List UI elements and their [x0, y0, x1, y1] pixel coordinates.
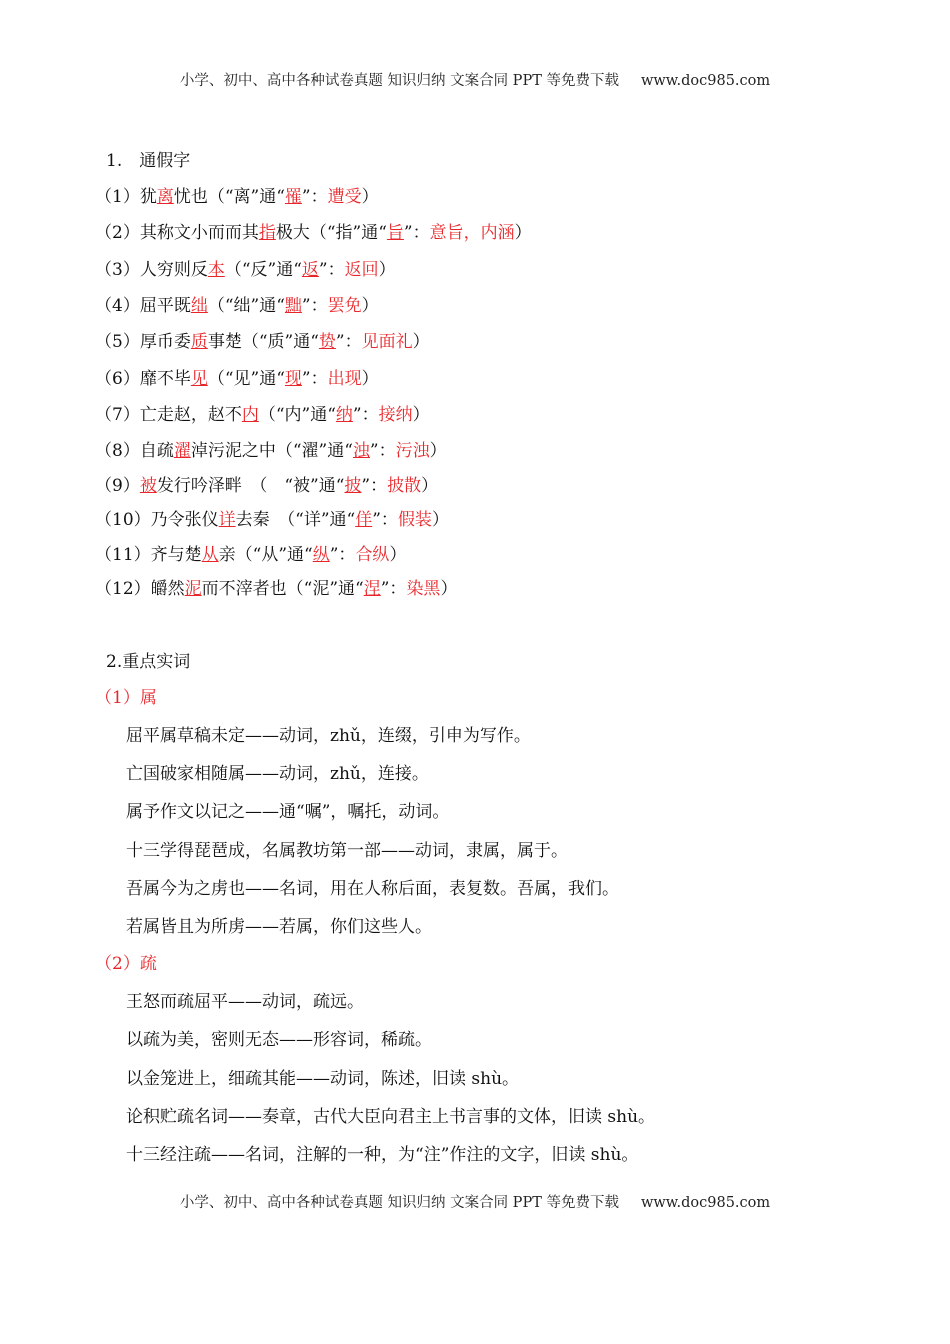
item-after: （“ [224, 260, 251, 280]
item-tong: 佯 [355, 510, 373, 530]
tongjia-item [95, 505, 449, 530]
item-meaning: 罢免 [327, 296, 362, 316]
item-meaning: 披散 [387, 476, 422, 496]
item-meaning: 污浊 [395, 441, 430, 461]
item-after: （“ [207, 369, 234, 389]
item-after: （“ [207, 296, 234, 316]
item-end: ） [389, 545, 407, 565]
page-footer [0, 1191, 950, 1212]
item-colon: ”： [329, 545, 356, 565]
item-before: 齐与楚 [150, 545, 202, 565]
item-end: ） [514, 223, 532, 243]
item-before: 靡不毕 [139, 369, 191, 389]
example-line: 十三学得琵琶成，名属教坊第一部——动词，隶属，属于。 [126, 840, 568, 861]
item-orig: 离 [233, 187, 251, 207]
item-colon: ”： [380, 579, 407, 599]
item-end: ） [421, 476, 439, 496]
item-mid: ”通“ [320, 510, 356, 530]
item-num: （5） [95, 332, 140, 352]
item-orig: 反 [250, 260, 268, 280]
item-mid: ”通“ [310, 476, 345, 496]
item-after: 极大（“ [275, 223, 336, 243]
item-meaning: 接纳 [378, 405, 413, 425]
item-colon: ”： [335, 332, 362, 352]
item-tong: 现 [284, 369, 302, 389]
footer-site-link[interactable]: www.doc985.com [640, 1195, 771, 1211]
item-before: 皭然 [150, 579, 185, 599]
item-orig: 从 [261, 545, 279, 565]
item-meaning: 返回 [344, 260, 379, 280]
item-key: 离 [156, 187, 174, 207]
item-num: （11） [95, 545, 151, 565]
item-end: ） [378, 260, 396, 280]
item-key: 绌 [190, 296, 208, 316]
item-mid: ”通“ [329, 579, 364, 599]
item-num: （3） [95, 260, 140, 280]
item-num: （8） [95, 441, 140, 461]
item-mid: ”通“ [284, 332, 319, 352]
header-site-link[interactable]: www.doc985.com [640, 73, 771, 89]
item-colon: ”： [301, 369, 328, 389]
tongjia-item [95, 218, 532, 243]
item-after: 亲（“ [218, 545, 262, 565]
item-colon: ”： [301, 187, 328, 207]
section-2-title: 2.重点实词 [106, 652, 191, 672]
item-num: （10） [95, 510, 151, 530]
example-line: 若属皆且为所虏——若属，你们这些人。 [126, 917, 432, 937]
item-key: 质 [190, 332, 208, 352]
item-end: ） [361, 369, 379, 389]
item-colon: ”： [301, 296, 328, 316]
item-mid: ”通“ [250, 369, 285, 389]
item-orig: 见 [233, 369, 251, 389]
item-orig: 内 [284, 405, 302, 425]
item-num: （7） [95, 405, 140, 425]
item-end: ） [431, 510, 449, 530]
item-colon: ”： [369, 441, 396, 461]
item-tong: 黜 [284, 296, 302, 316]
item-orig: 详 [303, 510, 321, 530]
tongjia-item [95, 574, 457, 599]
example-line: 以金笼进上，细疏其能——动词，陈述，旧读 shù。 [126, 1068, 520, 1089]
item-orig: 泥 [312, 579, 330, 599]
item-before: 屈平既 [139, 296, 191, 316]
tongjia-item [95, 540, 406, 565]
item-meaning: 见面礼 [361, 332, 413, 352]
item-meaning: 意旨，内涵 [429, 223, 515, 243]
item-colon: ”： [361, 476, 388, 496]
item-after: 而不滓者也（“ [201, 579, 313, 599]
item-meaning: 染黑 [406, 579, 441, 599]
item-num: （9） [95, 476, 140, 496]
tongjia-item [95, 471, 438, 496]
item-tong: 旨 [386, 223, 404, 243]
item-after: （“ [258, 405, 285, 425]
example-line: 属予作文以记之——通“嘱”，嘱托，动词。 [126, 802, 450, 823]
item-key: 被 [139, 476, 157, 496]
item-before: 人穷则反 [139, 260, 208, 280]
item-before: 其称文小而而其 [139, 223, 259, 243]
item-tong: 纳 [335, 405, 353, 425]
item-before: 犹 [139, 187, 157, 207]
tongjia-item [95, 400, 430, 425]
item-num: （2） [95, 223, 140, 243]
item-orig: 指 [335, 223, 353, 243]
item-mid: ”通“ [250, 187, 285, 207]
item-before: 厚币委 [139, 332, 191, 352]
example-line: 以疏为美，密则无态——形容词，稀疏。 [126, 1030, 432, 1051]
item-end: ） [361, 296, 379, 316]
item-key: 指 [258, 223, 276, 243]
item-colon: ”： [352, 405, 379, 425]
item-tong: 罹 [284, 187, 302, 207]
item-before: 自疏 [139, 441, 174, 461]
item-before: 亡走赵，赵不 [139, 405, 242, 425]
item-colon: ”： [372, 510, 398, 530]
item-meaning: 合纵 [355, 545, 390, 565]
tongjia-item [95, 182, 379, 207]
item-key: 濯 [173, 441, 191, 461]
item-mid: ”通“ [278, 545, 313, 565]
item-num: （12） [95, 579, 151, 599]
example-line: 王怒而疏屈平——动词，疏远。 [126, 992, 364, 1013]
item-key: 从 [201, 545, 219, 565]
item-tong: 浊 [352, 441, 370, 461]
item-after: 事楚（“ [207, 332, 268, 352]
tongjia-item [95, 327, 430, 352]
item-tong: 披 [344, 476, 362, 496]
item-orig: 濯 [301, 441, 319, 461]
page-header [0, 69, 950, 90]
footer-text: 小学、初中、高中各种试卷真题 知识归纳 文案合同 PPT 等免费下载 [179, 1195, 619, 1211]
item-meaning: 遭受 [327, 187, 362, 207]
item-colon: ”： [318, 260, 345, 280]
item-end: ） [361, 187, 379, 207]
tongjia-item [95, 291, 379, 316]
word-heading: （1）属 [95, 688, 157, 708]
section-1-title: 1. 通假字 [106, 151, 191, 171]
item-after: 去秦 （“ [235, 510, 304, 530]
item-key: 详 [218, 510, 236, 530]
tongjia-item [95, 436, 447, 461]
item-orig: 被 [293, 476, 311, 496]
item-orig: 绌 [233, 296, 251, 316]
item-meaning: 出现 [327, 369, 362, 389]
item-after: 发行吟泽畔 （ “ [156, 476, 294, 496]
example-line: 吾属今为之虏也——名词，用在人称后面，表复数。吾属，我们。 [126, 878, 619, 899]
item-num: （4） [95, 296, 140, 316]
item-mid: ”通“ [250, 296, 285, 316]
tongjia-item [95, 255, 396, 280]
item-key: 见 [190, 369, 208, 389]
item-after: 忧也（“ [173, 187, 234, 207]
example-line: 屈平属草稿未定——动词，zhǔ，连缀，引申为写作。 [126, 726, 531, 746]
item-key: 本 [207, 260, 225, 280]
item-end: ） [429, 441, 447, 461]
item-tong: 返 [301, 260, 319, 280]
item-num: （1） [95, 187, 140, 207]
item-orig: 质 [267, 332, 285, 352]
item-tong: 纵 [312, 545, 330, 565]
item-mid: ”通“ [318, 441, 353, 461]
item-key: 内 [241, 405, 259, 425]
item-mid: ”通“ [301, 405, 336, 425]
item-tong: 贽 [318, 332, 336, 352]
item-key: 泥 [184, 579, 202, 599]
item-mid: ”通“ [352, 223, 387, 243]
item-num: （6） [95, 369, 140, 389]
example-line: 十三经注疏——名词，注解的一种，为“注”作注的文字，旧读 shù。 [126, 1145, 639, 1165]
item-after: 淖污泥之中（“ [190, 441, 302, 461]
item-end: ） [412, 405, 430, 425]
item-mid: ”通“ [267, 260, 302, 280]
item-end: ） [440, 579, 458, 599]
header-text: 小学、初中、高中各种试卷真题 知识归纳 文案合同 PPT 等免费下载 [179, 73, 619, 89]
item-colon: ”： [403, 223, 430, 243]
item-end: ） [412, 332, 430, 352]
item-meaning: 假装 [397, 510, 432, 530]
tongjia-item [95, 364, 379, 389]
item-before: 乃令张仪 [150, 510, 219, 530]
example-line: 亡国破家相随属——动词，zhǔ，连接。 [126, 764, 429, 785]
item-tong: 涅 [363, 579, 381, 599]
example-line: 论积贮疏名词——奏章，古代大臣向君主上书言事的文体，旧读 shù。 [126, 1106, 656, 1127]
word-heading: （2）疏 [95, 954, 157, 975]
